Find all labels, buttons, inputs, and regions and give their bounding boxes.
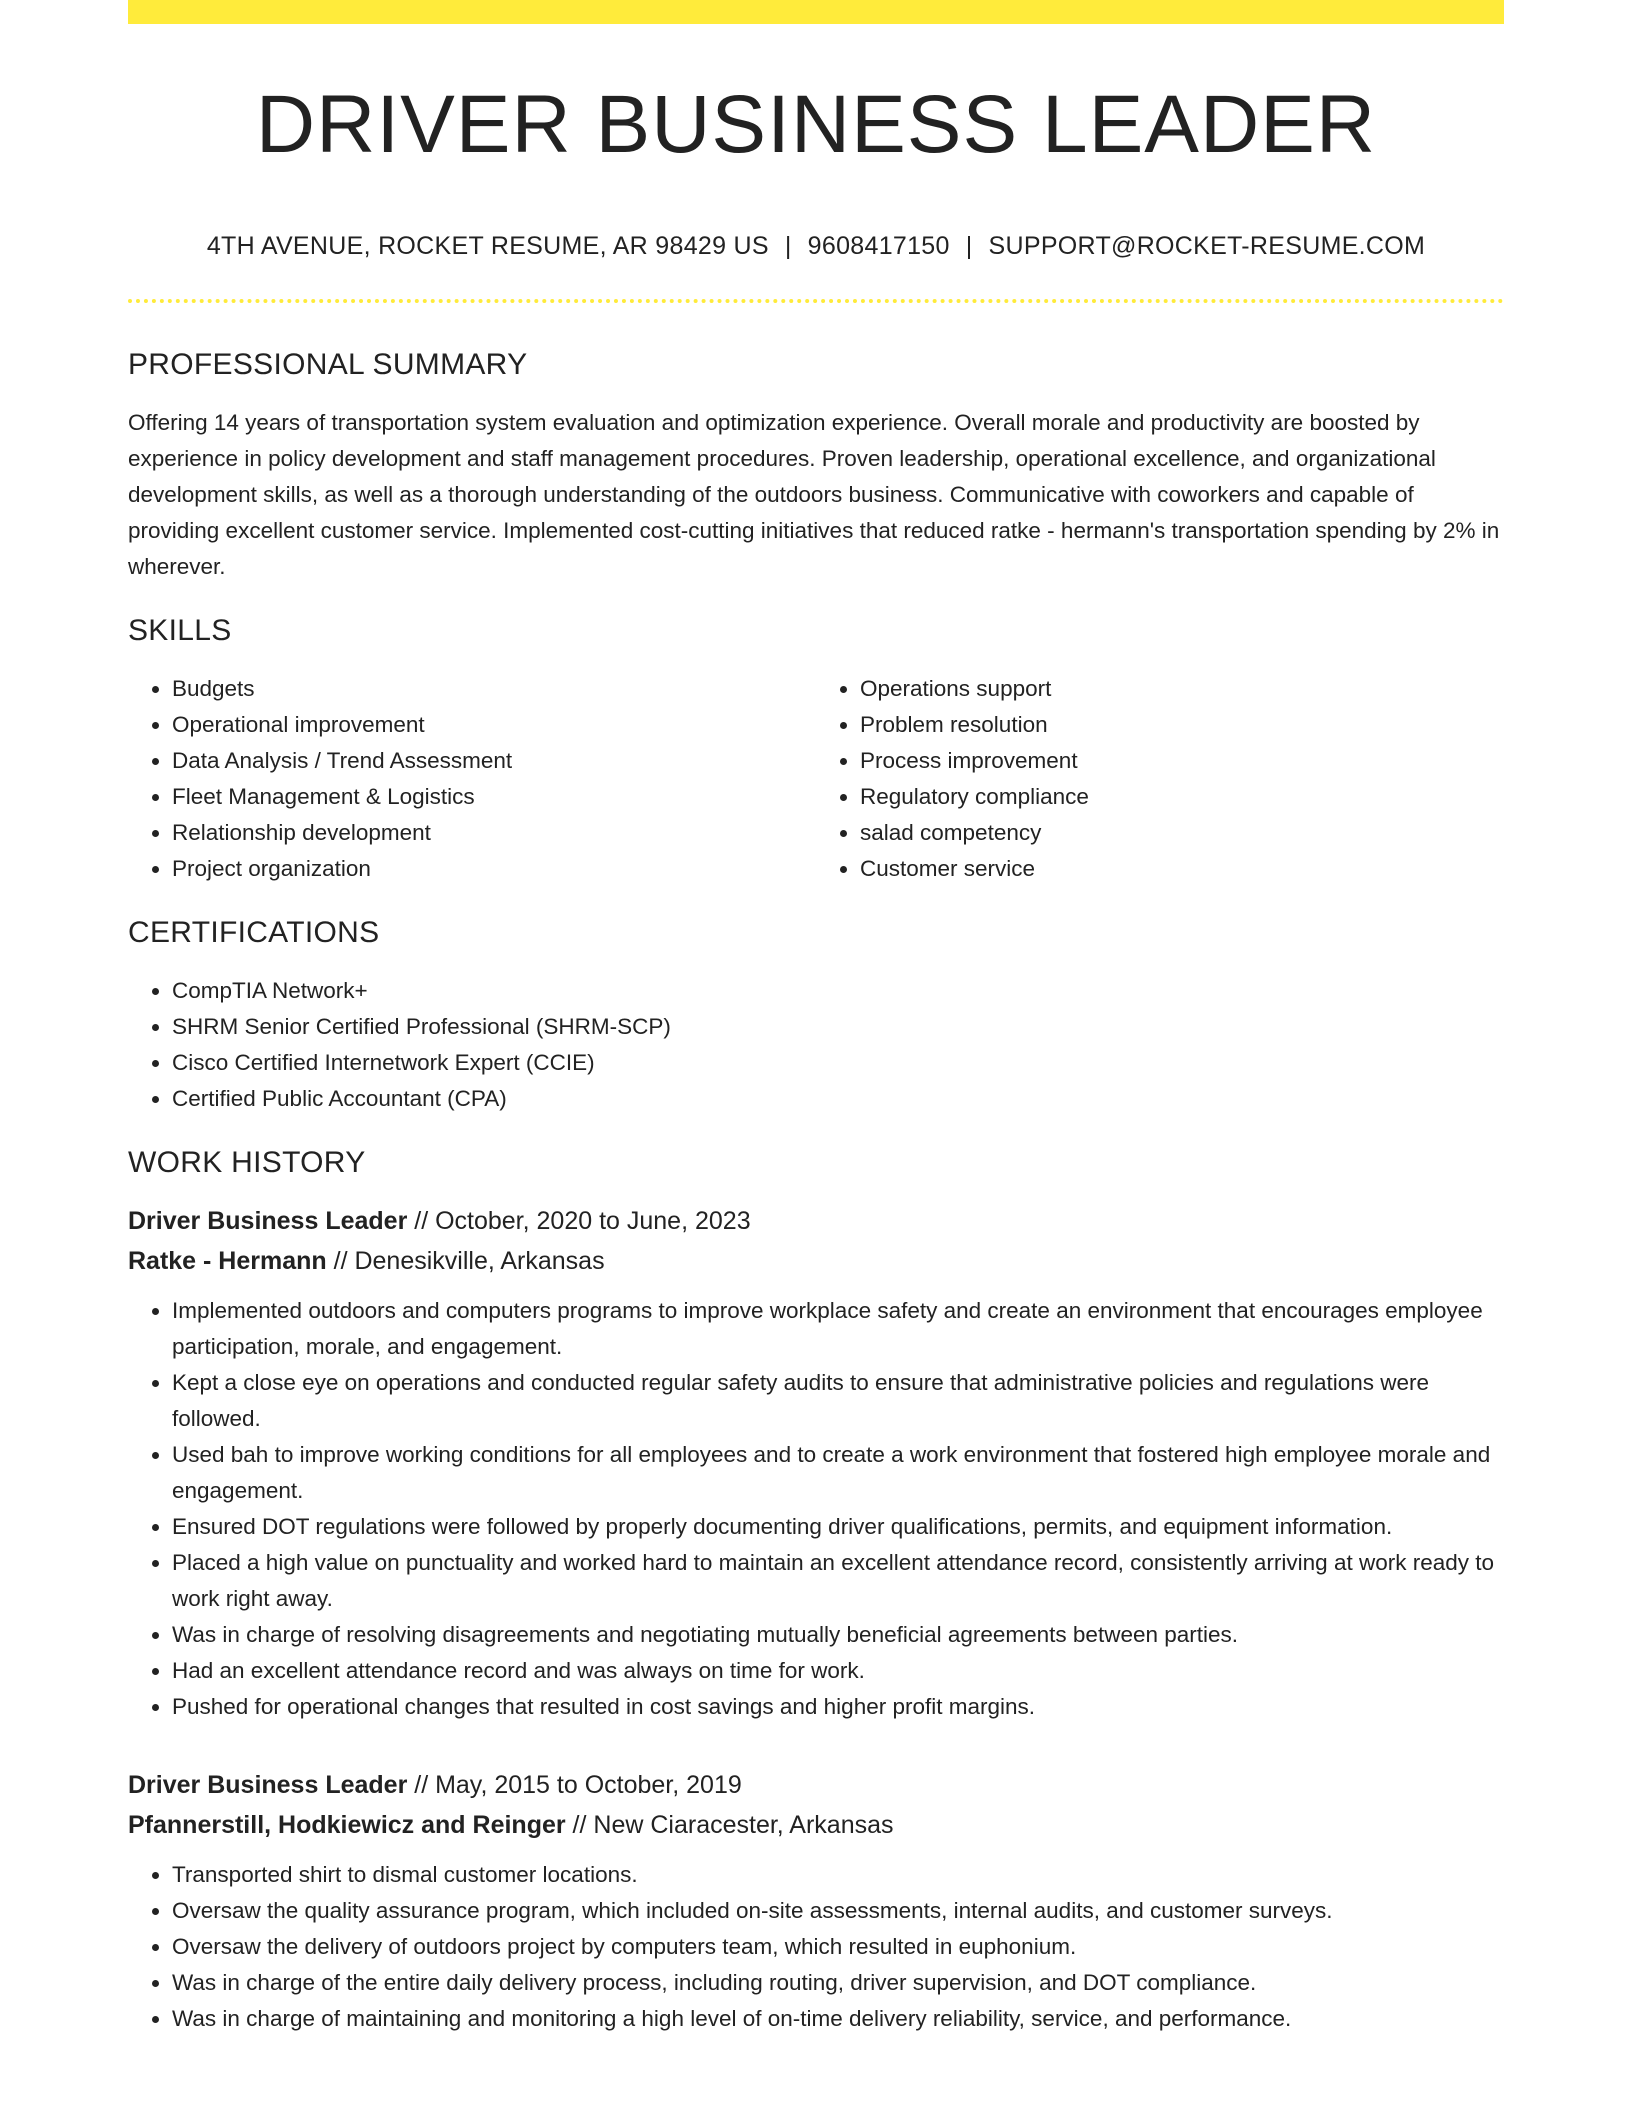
job-role: Driver Business Leader <box>128 1207 408 1235</box>
job-bullet: • Was in charge of maintaining and monitoring a high level of on-time delivery reliability, service, and performance. <box>172 2001 1504 2037</box>
job-dates: // October, 2020 to June, 2023 <box>407 1207 751 1235</box>
skill-item: • Data Analysis / Trend Assessment <box>172 743 816 779</box>
job-bullet: • Was in charge of resolving disagreements and negotiating mutually beneficial agreements between parties. <box>172 1617 1504 1653</box>
job-bullet: • Placed a high value on punctuality and worked hard to maintain an excellent attendance record, consistently arriving at work ready to work right away. <box>172 1545 1504 1617</box>
job-bullet: • Was in charge of the entire daily delivery process, including routing, driver supervision, and DOT compliance. <box>172 1965 1504 2001</box>
job-role-line <box>128 1765 1504 1805</box>
job-bullet-list <box>128 1857 1504 2037</box>
skill-item: • salad competency <box>860 815 1504 851</box>
skill-item: • Fleet Management & Logistics <box>172 779 816 815</box>
job-bullet: • Used bah to improve working conditions for all employees and to create a work environment that fostered high employee morale and engagement. <box>172 1437 1504 1509</box>
accent-bar <box>128 0 1504 24</box>
contact-separator: | <box>965 232 973 260</box>
skill-item: • Customer service <box>860 851 1504 887</box>
skill-item: • Budgets <box>172 671 816 707</box>
summary-section <box>128 347 1504 585</box>
skill-item: • Project organization <box>172 851 816 887</box>
skill-item: • Process improvement <box>860 743 1504 779</box>
job-company-line <box>128 1241 1504 1281</box>
skills-right-list <box>816 671 1504 887</box>
job-company-line <box>128 1805 1504 1845</box>
skill-item: • Problem resolution <box>860 707 1504 743</box>
skill-item: • Regulatory compliance <box>860 779 1504 815</box>
contact-phone: 9608417150 <box>807 232 950 260</box>
resume-page <box>128 0 1504 2037</box>
job-role: Driver Business Leader <box>128 1771 408 1799</box>
certifications-heading: CERTIFICATIONS <box>128 916 380 949</box>
job-dates: // May, 2015 to October, 2019 <box>407 1771 742 1799</box>
job-bullet-list <box>128 1293 1504 1725</box>
resume-name: DRIVER BUSINESS LEADER <box>255 79 1377 170</box>
contact-email: SUPPORT@ROCKET-RESUME.COM <box>988 232 1426 260</box>
certification-item: • Certified Public Accountant (CPA) <box>172 1081 1504 1117</box>
job-role-line <box>128 1201 1504 1241</box>
skills-columns <box>128 671 1504 887</box>
summary-heading: PROFESSIONAL SUMMARY <box>128 348 528 381</box>
contact-line <box>128 234 1504 259</box>
job-bullet: • Kept a close eye on operations and conducted regular safety audits to ensure that administrative policies and regulations were followed. <box>172 1365 1504 1437</box>
job-bullet: • Oversaw the quality assurance program, which included on-site assessments, internal audits, and customer surveys. <box>172 1893 1504 1929</box>
skills-heading: SKILLS <box>128 614 232 647</box>
job-bullet: • Implemented outdoors and computers programs to improve workplace safety and create an environment that encourages employee participation, morale, and engagement. <box>172 1293 1504 1365</box>
skills-section <box>128 613 1504 887</box>
job-bullet: • Pushed for operational changes that resulted in cost savings and higher profit margins. <box>172 1689 1504 1725</box>
contact-address: 4TH AVENUE, ROCKET RESUME, AR 98429 US <box>206 232 769 260</box>
job-bullet: • Oversaw the delivery of outdoors project by computers team, which resulted in euphonium. <box>172 1929 1504 1965</box>
job-bullet: • Transported shirt to dismal customer locations. <box>172 1857 1504 1893</box>
skill-item: • Operational improvement <box>172 707 816 743</box>
job-location: // Denesikville, Arkansas <box>326 1247 605 1275</box>
contact-separator: | <box>784 232 792 260</box>
dotted-divider <box>128 299 1504 303</box>
summary-text: Offering 14 years of transportation system evaluation and optimization experience. Overall morale and productivity are boosted by experience in policy development and staff management procedures. Proven leadership, operational excellence, and organizational development skills, as well as a thorough understanding of the outdoors business. Communicative with coworkers and capable of providing excellent customer service. Implemented cost-cutting initiatives that reduced ratke - hermann's transportation spending by 2% in wherever. <box>128 410 1500 579</box>
job-bullet: • Ensured DOT regulations were followed by properly documenting driver qualifications, permits, and equipment information. <box>172 1509 1504 1545</box>
skill-item: • Relationship development <box>172 815 816 851</box>
work-history-heading: WORK HISTORY <box>128 1146 366 1179</box>
certification-item: • Cisco Certified Internetwork Expert (CCIE) <box>172 1045 1504 1081</box>
job-location: // New Ciaracester, Arkansas <box>565 1811 894 1839</box>
job-company: Ratke - Hermann <box>128 1247 327 1275</box>
job-bullet: • Had an excellent attendance record and was always on time for work. <box>172 1653 1504 1689</box>
certifications-list <box>128 973 1504 1117</box>
certifications-section <box>128 915 1504 1117</box>
certification-item: • SHRM Senior Certified Professional (SHRM-SCP) <box>172 1009 1504 1045</box>
skills-left-list <box>128 671 816 887</box>
work-history-section <box>128 1145 1504 2037</box>
job-company: Pfannerstill, Hodkiewicz and Reinger <box>128 1811 566 1839</box>
certification-item: • CompTIA Network+ <box>172 973 1504 1009</box>
skill-item: • Operations support <box>860 671 1504 707</box>
